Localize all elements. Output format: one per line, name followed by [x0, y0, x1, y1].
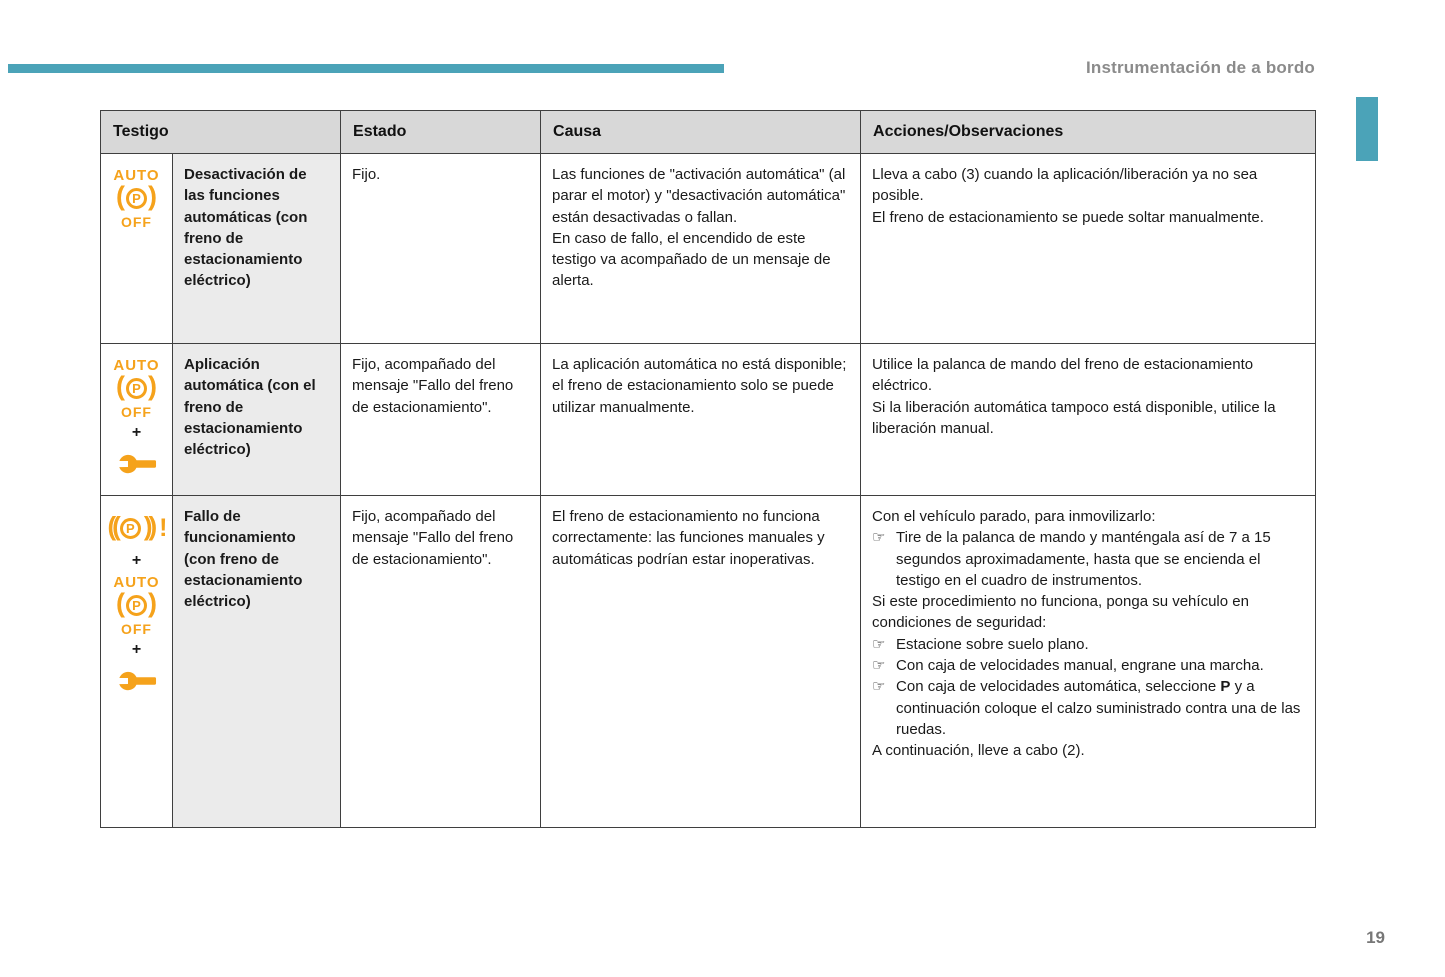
acciones-cell	[861, 344, 1316, 496]
action-bullet	[872, 655, 1304, 676]
column-header-estado: Estado	[341, 111, 541, 154]
cell-paragraph: Las funciones de "activación automática" (al parar el motor) y "desactivación automática" están desactivadas o fallan.	[552, 166, 846, 226]
hand-pointer-icon: ☞	[872, 635, 886, 653]
acciones-cell	[861, 154, 1316, 344]
cell-paragraph: Utilice la palanca de mando del freno de estacionamiento eléctrico.	[872, 356, 1254, 395]
testigo-icon-cell	[101, 344, 173, 496]
column-header-acciones: Acciones/Observaciones	[861, 111, 1316, 154]
table-row-aplicacion	[101, 344, 1316, 496]
teal-divider-bar	[8, 64, 724, 73]
causa-cell	[541, 154, 861, 344]
column-header-causa: Causa	[541, 111, 861, 154]
hand-pointer-icon: ☞	[872, 678, 886, 696]
acciones-cell	[861, 496, 1316, 828]
wrench-icon	[120, 447, 154, 481]
exclamation-mark: !	[159, 513, 168, 542]
table-row-fallo	[101, 496, 1316, 828]
cell-paragraph: La aplicación automática no está disponible; el freno de estacionamiento solo se puede utilizar manualmente.	[552, 356, 847, 416]
auto-parking-brake-off-icon	[113, 575, 159, 636]
cell-paragraph: En caso de fallo, el encendido de este testigo va acompañado de un mensaje de alerta.	[552, 229, 831, 290]
estado-cell: Fijo, acompañado del mensaje "Fallo del freno de estacionamiento".	[341, 496, 541, 828]
causa-cell	[541, 344, 861, 496]
testigo-name: Desactivación de las funciones automáticas (con freno de estacionamiento eléctrico)	[173, 154, 341, 344]
wrench-icon	[120, 664, 154, 698]
off-label: OFF	[120, 620, 152, 637]
bullet-text: Tire de la palanca de mando y manténgala así de 7 a 15 segundos aproximadamente, hasta que se encienda el testigo en el cuadro de instrumentos.	[896, 529, 1271, 589]
parking-brake-fault-icon: (( P )) !	[106, 510, 168, 547]
page-number: 19	[1366, 928, 1385, 947]
cell-paragraph: Con el vehículo parado, para inmovilizarlo:	[872, 508, 1156, 525]
auto-label: AUTO	[113, 573, 160, 591]
chapter-tab-marker	[1356, 97, 1378, 161]
bullet-text: Estacione sobre suelo plano.	[896, 635, 1089, 653]
section-title: Instrumentación de a bordo	[1085, 58, 1315, 77]
hand-pointer-icon: ☞	[872, 657, 886, 675]
testigo-name: Aplicación automática (con el freno de estacionamiento eléctrico)	[173, 344, 341, 496]
causa-cell	[541, 496, 861, 828]
cell-paragraph: Lleva a cabo (3) cuando la aplicación/liberación ya no sea posible.	[872, 166, 1258, 205]
testigo-icon-cell	[101, 154, 173, 344]
auto-parking-brake-off-icon	[113, 168, 159, 229]
plus-separator: +	[131, 551, 142, 569]
off-label: OFF	[120, 404, 152, 420]
bullet-text: Con caja de velocidades automática, seleccione P y a continuación coloque el calzo suministrado contra una de las ruedas.	[896, 678, 1301, 738]
auto-label: AUTO	[113, 357, 160, 374]
testigo-name: Fallo de funcionamiento (con freno de estacionamiento eléctrico)	[173, 496, 341, 828]
action-bullet	[872, 634, 1304, 655]
auto-parking-brake-off-icon	[113, 358, 159, 419]
circled-p-icon: ( P )	[115, 587, 157, 618]
bullet-text: Con caja de velocidades manual, engrane una marcha.	[896, 657, 1264, 675]
testigo-icon-cell	[101, 496, 173, 828]
estado-cell: Fijo.	[341, 154, 541, 344]
cell-paragraph: El freno de estacionamiento se puede soltar manualmente.	[872, 208, 1264, 226]
action-bullet	[872, 527, 1304, 591]
cell-paragraph: A continuación, lleve a cabo (2).	[872, 742, 1085, 760]
action-bullet	[872, 676, 1304, 740]
off-label: OFF	[120, 214, 152, 230]
plus-separator: +	[131, 640, 142, 658]
table-row-desactivacion	[101, 154, 1316, 344]
auto-label: AUTO	[113, 167, 160, 184]
circled-p-icon: ( P )	[115, 181, 157, 211]
estado-cell: Fijo, acompañado del mensaje "Fallo del freno de estacionamiento".	[341, 344, 541, 496]
warning-lights-table	[100, 110, 1316, 828]
table-header-row	[101, 111, 1316, 154]
column-header-testigo: Testigo	[101, 111, 341, 154]
circled-p-icon: ( P )	[115, 371, 157, 401]
cell-paragraph: Si la liberación automática tampoco está disponible, utilice la liberación manual.	[872, 398, 1276, 437]
cell-paragraph: El freno de estacionamiento no funciona correctamente: las funciones manuales y automáticas podrían estar inoperativas.	[552, 508, 825, 568]
hand-pointer-icon: ☞	[872, 529, 886, 547]
cell-paragraph: Si este procedimiento no funciona, ponga su vehículo en condiciones de seguridad:	[872, 593, 1249, 632]
bold-gear-p: P	[1220, 678, 1231, 696]
plus-separator: +	[131, 424, 142, 441]
